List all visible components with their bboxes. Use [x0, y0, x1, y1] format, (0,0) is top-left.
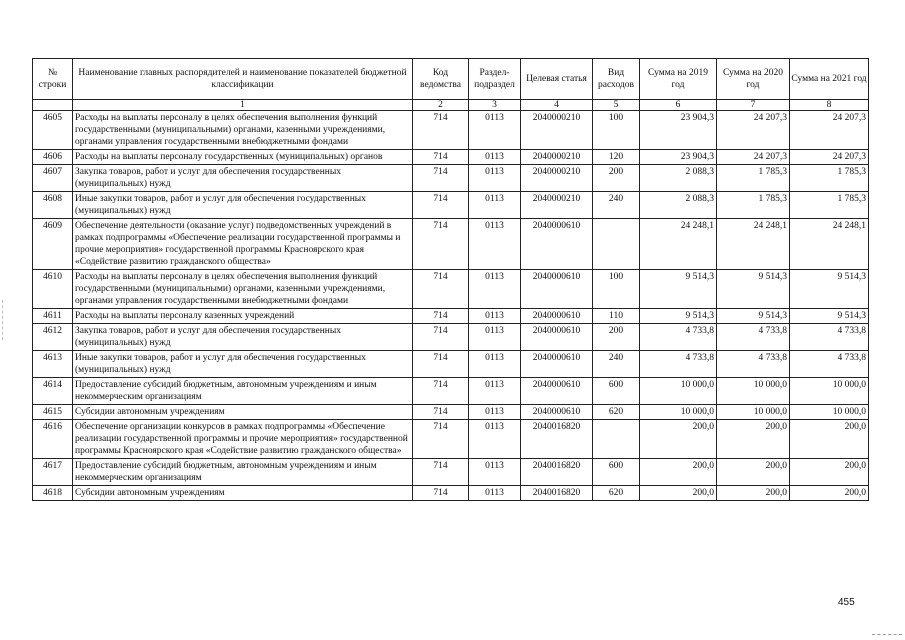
- column-number: 6: [640, 100, 717, 111]
- cell-row-number: 4615: [33, 405, 73, 420]
- cell-section: 0113: [469, 324, 521, 351]
- table-row: [33, 459, 869, 486]
- cell-sum-2021: 200,0: [790, 486, 869, 501]
- cell-name: Иные закупки товаров, работ и услуг для обеспечения государственных (муниципальных) нужд: [73, 351, 413, 378]
- cell-row-number: 4616: [33, 420, 73, 459]
- table-row: [33, 192, 869, 219]
- cell-sum-2020: 200,0: [717, 486, 790, 501]
- cell-dept-code: 714: [413, 486, 469, 501]
- cell-sum-2020: 1 785,3: [717, 165, 790, 192]
- cell-target: 2040000210: [521, 150, 593, 165]
- cell-row-number: 4612: [33, 324, 73, 351]
- table-body: [33, 100, 869, 501]
- cell-sum-2019: 9 514,3: [640, 270, 717, 309]
- cell-row-number: 4609: [33, 219, 73, 270]
- column-number: [33, 100, 73, 111]
- cell-row-number: 4611: [33, 309, 73, 324]
- cell-row-number: 4613: [33, 351, 73, 378]
- cell-name: Обеспечение организации конкурсов в рамках подпрограммы «Обеспечение реализации государственной программы и прочие мероприятия» государственной программы Красноярского края «Содействие развитию гражданского общества»: [73, 420, 413, 459]
- cell-dept-code: 714: [413, 270, 469, 309]
- cell-sum-2020: 200,0: [717, 459, 790, 486]
- cell-target: 2040000610: [521, 405, 593, 420]
- page-number: 455: [838, 597, 855, 608]
- cell-row-number: 4617: [33, 459, 73, 486]
- cell-name: Иные закупки товаров, работ и услуг для обеспечения государственных (муниципальных) нужд: [73, 192, 413, 219]
- cell-name: Расходы на выплаты персоналу в целях обеспечения выполнения функций государственными (муниципальными) органами, казенными учреждениями, органами управления государственными внебюджетными фондами: [73, 111, 413, 150]
- cell-name: Расходы на выплаты персоналу казенных учреждений: [73, 309, 413, 324]
- cell-section: 0113: [469, 309, 521, 324]
- cell-exp-type: 200: [593, 324, 640, 351]
- table-row: [33, 111, 869, 150]
- cell-sum-2019: 200,0: [640, 420, 717, 459]
- cell-sum-2019: 23 904,3: [640, 150, 717, 165]
- cell-target: 2040016820: [521, 459, 593, 486]
- column-number: 2: [413, 100, 469, 111]
- cell-dept-code: 714: [413, 219, 469, 270]
- column-number: 8: [790, 100, 869, 111]
- cell-row-number: 4610: [33, 270, 73, 309]
- cell-sum-2020: 24 207,3: [717, 150, 790, 165]
- cell-sum-2021: 200,0: [790, 420, 869, 459]
- cell-dept-code: 714: [413, 324, 469, 351]
- cell-name: Субсидии автономным учреждениям: [73, 405, 413, 420]
- cell-target: 2040000610: [521, 219, 593, 270]
- cell-sum-2019: 200,0: [640, 486, 717, 501]
- cell-row-number: 4614: [33, 378, 73, 405]
- cell-sum-2020: 4 733,8: [717, 324, 790, 351]
- cell-sum-2021: 4 733,8: [790, 324, 869, 351]
- cell-row-number: 4606: [33, 150, 73, 165]
- column-number: 1: [73, 100, 413, 111]
- cell-row-number: 4608: [33, 192, 73, 219]
- header-sum-2019: Сумма на 2019 год: [640, 59, 717, 100]
- cell-section: 0113: [469, 486, 521, 501]
- cell-sum-2020: 1 785,3: [717, 192, 790, 219]
- cell-exp-type: 120: [593, 150, 640, 165]
- cell-sum-2020: 24 248,1: [717, 219, 790, 270]
- cell-section: 0113: [469, 459, 521, 486]
- cell-target: 2040000610: [521, 270, 593, 309]
- cell-exp-type: 620: [593, 405, 640, 420]
- cell-exp-type: 240: [593, 192, 640, 219]
- table-row: [33, 420, 869, 459]
- table-row: [33, 219, 869, 270]
- table-row: [33, 165, 869, 192]
- cell-dept-code: 714: [413, 111, 469, 150]
- cell-name: Предоставление субсидий бюджетным, автономным учреждениям и иным некоммерческим организациям: [73, 378, 413, 405]
- header-section: Раздел-подраздел: [469, 59, 521, 100]
- cell-sum-2019: 10 000,0: [640, 405, 717, 420]
- cell-name: Расходы на выплаты персоналу государственных (муниципальных) органов: [73, 150, 413, 165]
- cell-target: 2040000610: [521, 351, 593, 378]
- cell-section: 0113: [469, 111, 521, 150]
- cell-dept-code: 714: [413, 309, 469, 324]
- cell-exp-type: 100: [593, 270, 640, 309]
- header-exp-type: Вид расходов: [593, 59, 640, 100]
- budget-table: [32, 58, 869, 501]
- cell-dept-code: 714: [413, 420, 469, 459]
- cell-section: 0113: [469, 405, 521, 420]
- cell-sum-2021: 1 785,3: [790, 165, 869, 192]
- table-row: [33, 270, 869, 309]
- cell-target: 2040000210: [521, 111, 593, 150]
- cell-sum-2019: 4 733,8: [640, 324, 717, 351]
- cell-exp-type: 240: [593, 351, 640, 378]
- cell-sum-2021: 10 000,0: [790, 405, 869, 420]
- cell-dept-code: 714: [413, 165, 469, 192]
- table-row: [33, 324, 869, 351]
- cell-dept-code: 714: [413, 405, 469, 420]
- cell-target: 2040016820: [521, 486, 593, 501]
- cell-section: 0113: [469, 150, 521, 165]
- cell-exp-type: [593, 420, 640, 459]
- cell-name: Закупка товаров, работ и услуг для обеспечения государственных (муниципальных) нужд: [73, 165, 413, 192]
- cell-sum-2019: 4 733,8: [640, 351, 717, 378]
- header-sum-2020: Сумма на 2020 год: [717, 59, 790, 100]
- cell-section: 0113: [469, 378, 521, 405]
- cell-sum-2021: 1 785,3: [790, 192, 869, 219]
- cell-sum-2021: 10 000,0: [790, 378, 869, 405]
- cell-sum-2019: 23 904,3: [640, 111, 717, 150]
- cell-section: 0113: [469, 192, 521, 219]
- table-row: [33, 378, 869, 405]
- table-row: [33, 486, 869, 501]
- cell-dept-code: 714: [413, 378, 469, 405]
- table-row: [33, 351, 869, 378]
- cell-sum-2021: 9 514,3: [790, 270, 869, 309]
- cell-row-number: 4605: [33, 111, 73, 150]
- cell-name: Расходы на выплаты персоналу в целях обеспечения выполнения функций государственными (муниципальными) органами, казенными учреждениями, органами управления государственными внебюджетными фондами: [73, 270, 413, 309]
- cell-sum-2021: 4 733,8: [790, 351, 869, 378]
- header-name: Наименование главных распорядителей и наименование показателей бюджетной классификации: [73, 59, 413, 100]
- column-number: 4: [521, 100, 593, 111]
- cell-sum-2020: 10 000,0: [717, 405, 790, 420]
- cell-sum-2020: 9 514,3: [717, 309, 790, 324]
- cell-sum-2021: 200,0: [790, 459, 869, 486]
- cell-dept-code: 714: [413, 351, 469, 378]
- cell-sum-2019: 2 088,3: [640, 192, 717, 219]
- header-dept-code: Код ведомства: [413, 59, 469, 100]
- column-number: 7: [717, 100, 790, 111]
- cell-dept-code: 714: [413, 150, 469, 165]
- cell-section: 0113: [469, 165, 521, 192]
- column-number: 3: [469, 100, 521, 111]
- cell-sum-2021: 24 248,1: [790, 219, 869, 270]
- cell-row-number: 4607: [33, 165, 73, 192]
- cell-target: 2040016820: [521, 420, 593, 459]
- cell-name: Субсидии автономным учреждениям: [73, 486, 413, 501]
- cell-exp-type: 600: [593, 459, 640, 486]
- table-row: [33, 150, 869, 165]
- cell-sum-2020: 4 733,8: [717, 351, 790, 378]
- scan-edge-mark: [872, 634, 902, 636]
- cell-exp-type: [593, 219, 640, 270]
- cell-sum-2021: 9 514,3: [790, 309, 869, 324]
- cell-target: 2040000610: [521, 309, 593, 324]
- header-sum-2021: Сумма на 2021 год: [790, 59, 869, 100]
- cell-name: Закупка товаров, работ и услуг для обеспечения государственных (муниципальных) нужд: [73, 324, 413, 351]
- cell-sum-2020: 200,0: [717, 420, 790, 459]
- cell-sum-2021: 24 207,3: [790, 150, 869, 165]
- cell-section: 0113: [469, 420, 521, 459]
- cell-sum-2019: 24 248,1: [640, 219, 717, 270]
- table-header: [33, 59, 869, 100]
- cell-section: 0113: [469, 270, 521, 309]
- cell-target: 2040000210: [521, 192, 593, 219]
- table-row: [33, 309, 869, 324]
- cell-exp-type: 100: [593, 111, 640, 150]
- cell-exp-type: 200: [593, 165, 640, 192]
- cell-section: 0113: [469, 219, 521, 270]
- column-number: 5: [593, 100, 640, 111]
- header-target: Целевая статья: [521, 59, 593, 100]
- cell-sum-2019: 200,0: [640, 459, 717, 486]
- cell-target: 2040000610: [521, 378, 593, 405]
- cell-section: 0113: [469, 351, 521, 378]
- cell-sum-2020: 9 514,3: [717, 270, 790, 309]
- scan-edge-mark: [2, 300, 4, 340]
- header-row-number: № строки: [33, 59, 73, 100]
- table-row: [33, 405, 869, 420]
- cell-dept-code: 714: [413, 192, 469, 219]
- cell-target: 2040000210: [521, 165, 593, 192]
- cell-row-number: 4618: [33, 486, 73, 501]
- cell-sum-2019: 2 088,3: [640, 165, 717, 192]
- cell-sum-2019: 10 000,0: [640, 378, 717, 405]
- cell-name: Предоставление субсидий бюджетным, автономным учреждениям и иным некоммерческим организациям: [73, 459, 413, 486]
- cell-exp-type: 110: [593, 309, 640, 324]
- cell-exp-type: 600: [593, 378, 640, 405]
- cell-sum-2020: 10 000,0: [717, 378, 790, 405]
- cell-target: 2040000610: [521, 324, 593, 351]
- cell-sum-2020: 24 207,3: [717, 111, 790, 150]
- cell-name: Обеспечение деятельности (оказание услуг) подведомственных учреждений в рамках подпрограммы «Обеспечение реализации государственной программы и прочие мероприятия» государственной программы Красноярского края «Содействие развитию гражданского общества»: [73, 219, 413, 270]
- cell-sum-2021: 24 207,3: [790, 111, 869, 150]
- cell-sum-2019: 9 514,3: [640, 309, 717, 324]
- cell-dept-code: 714: [413, 459, 469, 486]
- column-number-row: [33, 100, 869, 111]
- cell-exp-type: 620: [593, 486, 640, 501]
